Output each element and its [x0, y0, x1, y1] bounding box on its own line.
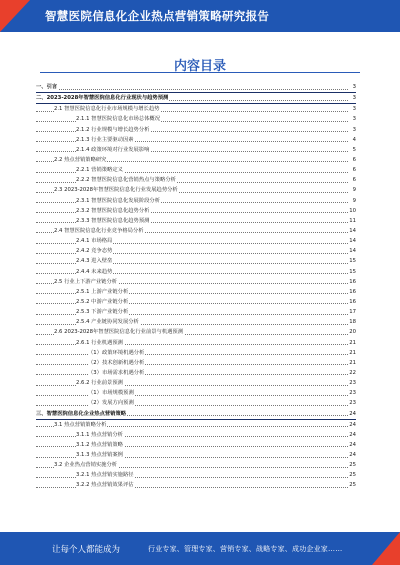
toc-entry-title: 2.3.1 智慧医院信息化发展阶段分析	[76, 197, 161, 204]
toc-entry-title: 三、智慧医院信息化企业热点营销策略	[36, 410, 127, 417]
toc-entry-page: 3	[352, 93, 356, 103]
toc-entry-title: 2.5 行业上下游产业链分析	[54, 278, 118, 285]
toc-entry[interactable]	[36, 378, 356, 388]
footer-slogan: 让每个人都能成为	[52, 545, 121, 555]
toc-entry[interactable]	[36, 277, 356, 287]
toc-entry-page: 17	[348, 307, 356, 317]
toc-entry-title: 3.2.1 热点营销实施路径	[76, 472, 134, 479]
toc-entry-title: 2.1.1 智慧医院信息化市场总体概况	[76, 116, 161, 123]
toc-entry-title: 2.6 2023-2028年智慧医院信息化行业前景与机遇预测	[54, 329, 184, 336]
toc-entry-title: （1）市场规模预测	[88, 390, 134, 397]
toc-entry[interactable]	[36, 440, 356, 450]
table-of-contents	[36, 82, 356, 491]
toc-entry[interactable]	[36, 114, 356, 124]
toc-entry[interactable]	[36, 206, 356, 216]
toc-entry-page: 25	[348, 470, 356, 480]
toc-entry-title: 2.1.2 行业规模与增长趋势分析	[76, 126, 150, 133]
toc-entry-title: 一、引言	[36, 84, 58, 90]
toc-entry-page: 23	[348, 398, 356, 408]
toc-entry-title: 2.2.1 营销策略定义	[76, 167, 123, 174]
toc-entry[interactable]	[36, 125, 356, 135]
toc-entry-page: 6	[352, 175, 356, 185]
toc-entry-title: 2.3.2 智慧医院信息化趋势分析	[76, 207, 150, 214]
toc-entry-page: 24	[348, 440, 356, 450]
toc-entry[interactable]	[36, 327, 356, 337]
toc-entry-page: 15	[348, 256, 356, 266]
toc-entry-page: 25	[348, 480, 356, 490]
toc-entry[interactable]	[36, 450, 356, 460]
toc-entry-page: 23	[348, 378, 356, 388]
toc-entry[interactable]	[36, 246, 356, 256]
toc-entry-title: 2.1 智慧医院信息化行业市场规模与增长趋势	[54, 106, 160, 113]
toc-entry-page: 10	[348, 206, 356, 216]
toc-entry-page: 9	[352, 185, 356, 195]
toc-entry-title: 3.1.2 热点营销策略	[76, 441, 123, 448]
toc-divider	[40, 72, 360, 73]
toc-entry[interactable]	[36, 82, 356, 93]
toc-entry-page: 14	[348, 226, 356, 236]
toc-entry-page: 14	[348, 236, 356, 246]
toc-entry[interactable]	[36, 226, 356, 236]
toc-entry-title: 3.1.1 热点营销分析	[76, 431, 123, 438]
toc-entry-title: 2.5.2 中游产业链分析	[76, 298, 129, 305]
toc-entry-title: 3.2 企业热点营销实施分析	[54, 462, 118, 469]
toc-entry-title: 2.2 热点营销策略研究	[54, 156, 107, 163]
toc-entry-page: 24	[348, 420, 356, 430]
toc-entry-title: 2.5.3 下游产业链分析	[76, 309, 129, 316]
toc-entry-title: 2.2.2 智慧医院信息化营销热点与策略分析	[76, 177, 176, 184]
toc-entry[interactable]	[36, 267, 356, 277]
toc-entry[interactable]	[36, 175, 356, 185]
toc-leader-dots	[36, 354, 348, 355]
toc-entry-page: 21	[348, 348, 356, 358]
toc-entry-page: 16	[348, 287, 356, 297]
toc-entry-title: （3）市场需求机遇分析	[88, 369, 145, 376]
toc-entry-page: 3	[352, 114, 356, 124]
toc-entry-title: （1）政策环境机遇分析	[88, 349, 145, 356]
toc-entry-page: 11	[348, 216, 356, 226]
toc-entry[interactable]	[36, 155, 356, 165]
header-corner-accent	[0, 0, 30, 32]
toc-entry-page: 24	[348, 450, 356, 460]
toc-leader-dots	[36, 364, 348, 365]
toc-entry-title: 2.1.3 行业主要驱动因素	[76, 136, 134, 143]
toc-entry-page: 25	[348, 460, 356, 470]
toc-entry[interactable]	[36, 317, 356, 327]
toc-entry[interactable]	[36, 470, 356, 480]
toc-entry[interactable]	[36, 216, 356, 226]
toc-leader-dots	[36, 89, 348, 90]
toc-entry[interactable]	[36, 93, 356, 104]
toc-entry-title: 2.4 智慧医院信息化行业竞争格局分析	[54, 227, 144, 234]
toc-entry-page: 21	[348, 358, 356, 368]
toc-entry[interactable]	[36, 307, 356, 317]
toc-entry-title: 2.4.2 竞争态势	[76, 248, 113, 255]
toc-entry-title: 2.3 2023-2028年智慧医院信息化行业发展趋势分析	[54, 187, 178, 194]
toc-entry[interactable]	[36, 135, 356, 145]
toc-entry[interactable]	[36, 430, 356, 440]
toc-entry-title: 2.5.1 上游产业链分析	[76, 288, 129, 295]
toc-entry[interactable]	[36, 388, 356, 398]
report-title: 智慧医院信息化企业热点营销策略研究报告	[45, 9, 270, 23]
toc-entry[interactable]	[36, 368, 356, 378]
toc-entry-page: 3	[352, 104, 356, 114]
toc-entry-page: 16	[348, 297, 356, 307]
report-footer	[0, 532, 400, 565]
toc-entry-title: （2）技术创新机遇分析	[88, 359, 145, 366]
toc-title: 内容目录	[173, 59, 226, 74]
toc-entry-title: 2.6.2 行业前景预测	[76, 380, 123, 387]
toc-entry-page: 22	[348, 368, 356, 378]
toc-entry[interactable]	[36, 185, 356, 195]
toc-entry[interactable]	[36, 236, 356, 246]
toc-entry-page: 14	[348, 246, 356, 256]
toc-entry-title: 2.6.1 行业机遇预测	[76, 339, 123, 346]
toc-entry-page: 9	[352, 196, 356, 206]
toc-entry[interactable]	[36, 104, 356, 114]
toc-entry-page: 4	[352, 135, 356, 145]
toc-entry[interactable]	[36, 297, 356, 307]
toc-leader-dots	[36, 374, 348, 375]
toc-leader-dots	[36, 405, 348, 406]
toc-entry-page: 3	[352, 125, 356, 135]
toc-entry[interactable]	[36, 256, 356, 266]
toc-entry[interactable]	[36, 338, 356, 348]
toc-entry[interactable]	[36, 480, 356, 490]
toc-entry-page: 23	[348, 388, 356, 398]
report-header	[0, 0, 400, 32]
toc-entry[interactable]	[36, 165, 356, 175]
toc-entry-page: 18	[348, 317, 356, 327]
toc-entry-title: （2）发展方向预测	[88, 400, 134, 407]
toc-entry[interactable]	[36, 460, 356, 470]
footer-tagline: 行业专家、管理专家、营销专家、战略专家、成功企业家……	[148, 545, 343, 553]
toc-entry-page: 24	[348, 409, 356, 419]
toc-entry-page: 6	[352, 155, 356, 165]
toc-entry[interactable]	[36, 358, 356, 368]
toc-entry-page: 24	[348, 430, 356, 440]
toc-entry-page: 5	[352, 145, 356, 155]
toc-entry-title: 3.1 热点营销策略分析	[54, 421, 107, 428]
toc-entry-page: 3	[352, 82, 356, 92]
toc-entry-page: 6	[352, 165, 356, 175]
toc-entry-page: 16	[348, 277, 356, 287]
toc-entry-page: 20	[348, 327, 356, 337]
toc-entry[interactable]	[36, 287, 356, 297]
toc-entry[interactable]	[36, 145, 356, 155]
toc-entry-title: 3.1.3 热点营销案例	[76, 452, 123, 459]
toc-entry-title: 3.2.2 热点营销效果评估	[76, 482, 134, 489]
toc-entry[interactable]	[36, 348, 356, 358]
toc-entry-title: 2.1.4 政策环境对行业发展影响	[76, 146, 150, 153]
toc-entry-title: 2.4.1 市场格局	[76, 238, 113, 245]
toc-entry-title: 二、2023-2028年智慧医院信息化行业现状与趋势预测	[36, 95, 169, 102]
toc-entry[interactable]	[36, 409, 356, 420]
toc-entry-title: 2.5.4 产业链协同发展分析	[76, 319, 139, 326]
toc-entry[interactable]	[36, 398, 356, 408]
toc-entry-page: 21	[348, 338, 356, 348]
toc-entry-page: 15	[348, 267, 356, 277]
toc-entry-title: 2.3.3 智慧医院信息化趋势预测	[76, 217, 150, 224]
toc-entry[interactable]	[36, 196, 356, 206]
toc-entry-title: 2.4.3 进入壁垒	[76, 258, 113, 265]
toc-leader-dots	[36, 395, 348, 396]
footer-corner-accent	[372, 532, 400, 565]
toc-entry[interactable]	[36, 420, 356, 430]
toc-entry-title: 2.4.4 未来趋势	[76, 268, 113, 275]
